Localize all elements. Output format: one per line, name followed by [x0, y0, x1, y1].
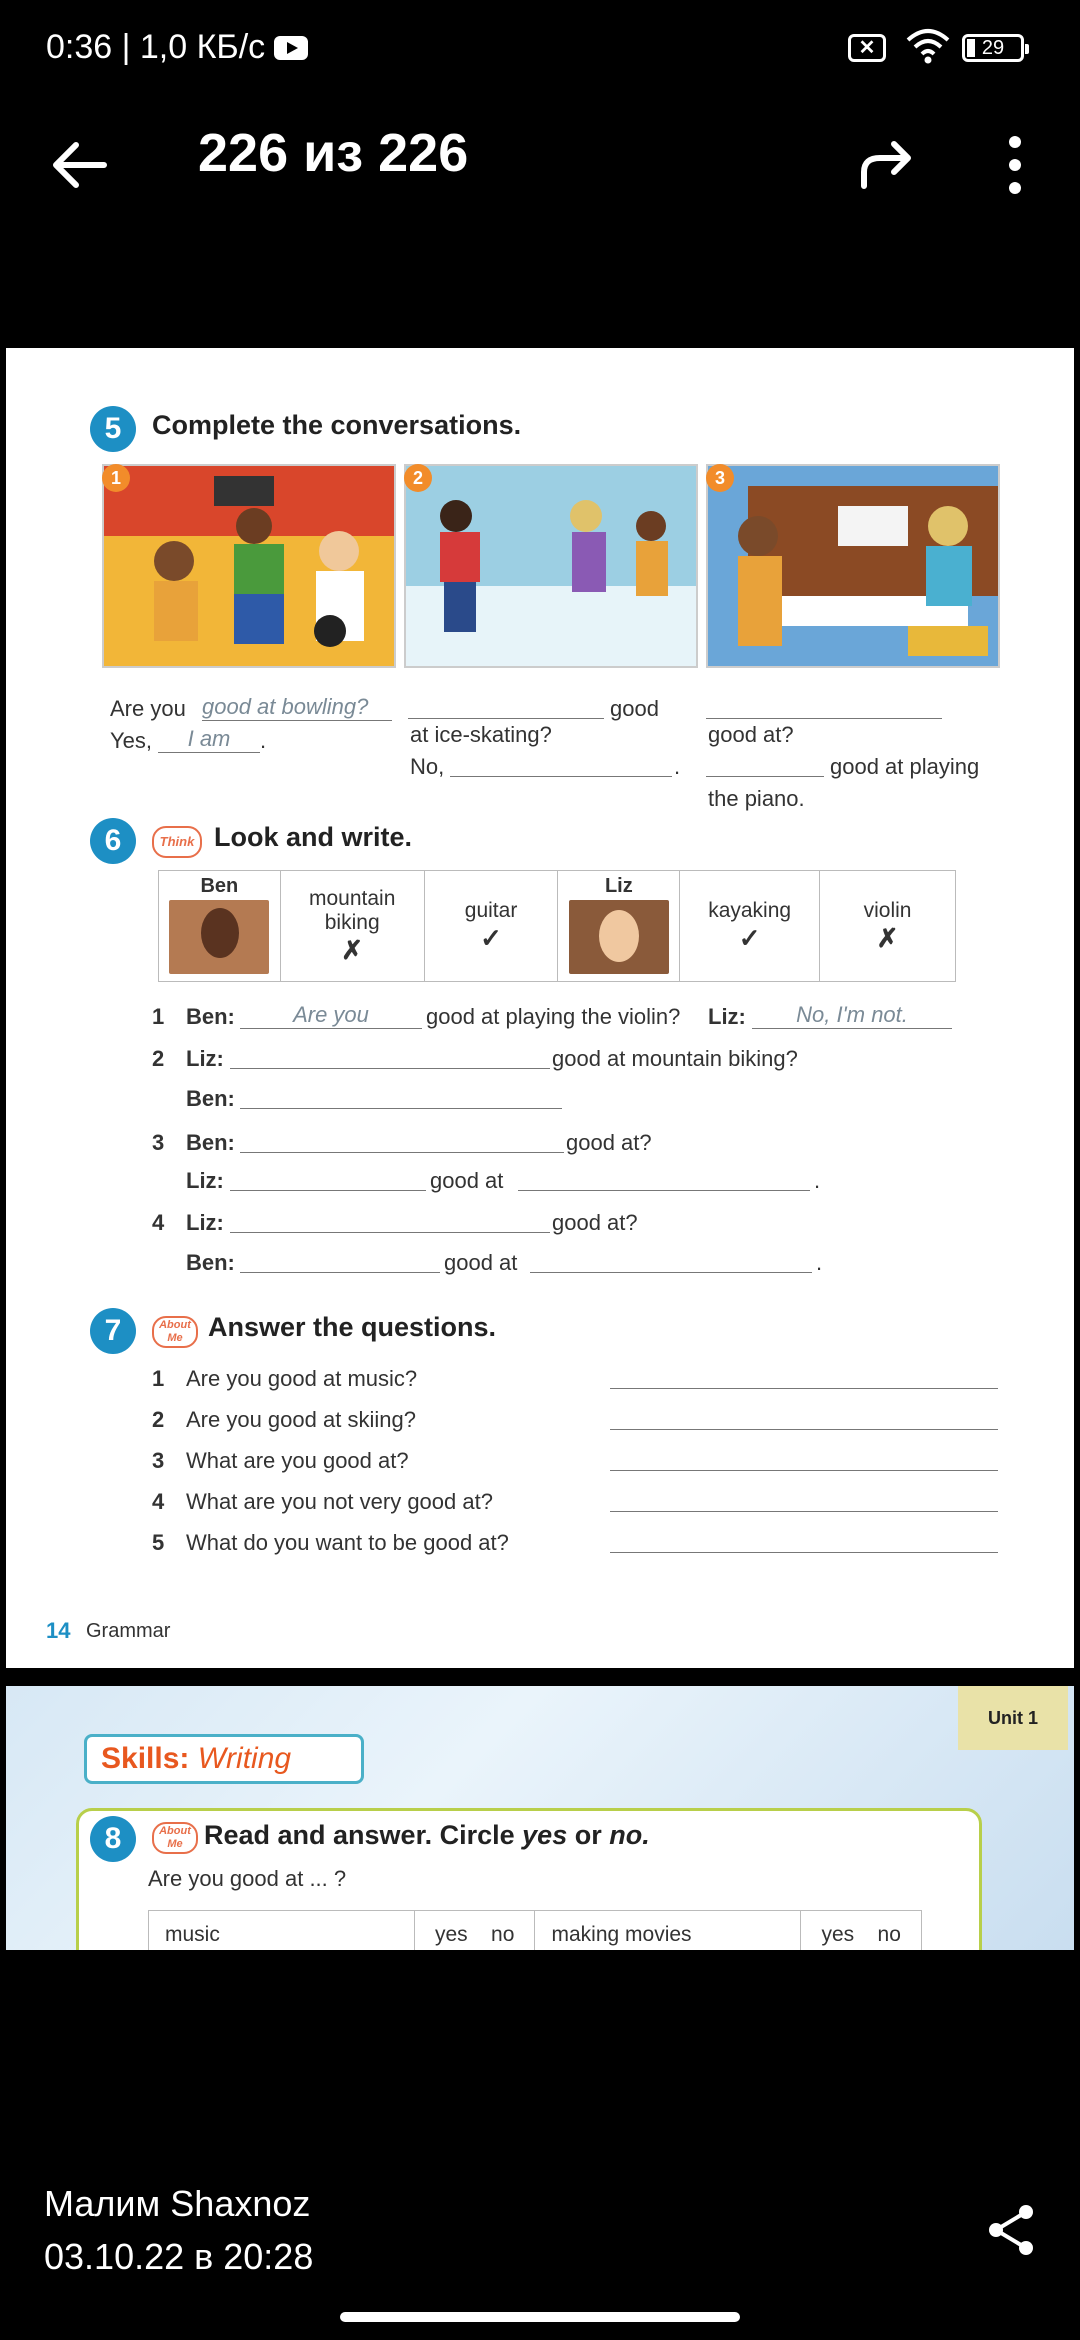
ex8-yes-no[interactable]	[801, 1911, 922, 1951]
item3-reply-blank[interactable]	[230, 1190, 426, 1191]
ex8-table	[148, 1910, 922, 1950]
piano-picture	[706, 464, 1000, 668]
question-row	[152, 1530, 1012, 1571]
conv1-end: .	[260, 728, 267, 753]
ice-skating-picture	[404, 464, 698, 668]
question-text: What do you want to be good at?	[186, 1530, 509, 1555]
ex8-item: music	[149, 1911, 415, 1951]
liz-cell	[558, 871, 680, 982]
item4-text: good at?	[552, 1210, 638, 1235]
likes-table	[158, 870, 956, 982]
item4-reply-blank[interactable]	[240, 1272, 440, 1273]
conv3-good-at: good at?	[708, 722, 794, 747]
question-text: What are you not very good at?	[186, 1489, 493, 1514]
question-number: 4	[152, 1489, 165, 1514]
item-speaker: Ben:	[186, 1250, 235, 1275]
check-mark: ✓	[480, 922, 502, 953]
liz-label: Liz	[604, 874, 633, 897]
item3-reply-blank-2[interactable]	[518, 1190, 810, 1191]
exercise-number: 7	[90, 1308, 136, 1354]
dot-icon	[1009, 136, 1021, 148]
item1-text: good at playing the violin?	[426, 1004, 681, 1029]
conv2-blank[interactable]	[408, 718, 604, 719]
item-speaker: Ben:	[186, 1004, 235, 1029]
guitar-cell	[424, 871, 558, 982]
more-menu-button[interactable]	[1000, 130, 1030, 200]
think-badge: Think	[152, 826, 202, 858]
item4-reply-blank-2[interactable]	[530, 1272, 812, 1273]
violin-cell	[820, 871, 956, 982]
conv1-yes: Yes,	[110, 728, 153, 753]
sender-name: Малим Shaxnoz	[44, 2183, 311, 2224]
yes-option[interactable]: yes	[435, 1923, 468, 1946]
item3-text2: good at	[430, 1168, 504, 1193]
answer-blank[interactable]	[610, 1552, 998, 1553]
biking-label: biking	[324, 910, 380, 934]
forward-icon[interactable]	[850, 130, 920, 200]
no-option[interactable]: no	[877, 1923, 901, 1946]
conv2-at: at ice-skating?	[410, 722, 552, 747]
ben-photo	[169, 900, 269, 974]
dot-icon	[1009, 159, 1021, 171]
mountain-biking-cell	[280, 871, 424, 982]
answer-blank[interactable]	[610, 1511, 998, 1512]
no-sim-icon: ✕	[848, 34, 886, 62]
status-time: 0:36 | 1,0 КБ/с	[46, 28, 266, 66]
skills-label: Skills:	[101, 1742, 190, 1775]
item-speaker: Liz:	[708, 1004, 746, 1029]
wifi-icon	[906, 28, 950, 64]
question-row	[152, 1448, 1012, 1489]
answer-blank[interactable]	[610, 1429, 998, 1430]
item2-blank[interactable]	[230, 1068, 550, 1069]
conv1-short-answer-filled: I am	[158, 726, 260, 753]
cross-mark: ✗	[341, 934, 364, 965]
ben-label: Ben	[200, 874, 239, 897]
ex8-yes: yes	[522, 1820, 568, 1850]
violin-label: violin	[863, 898, 912, 922]
item2-text: good at mountain biking?	[552, 1046, 798, 1071]
writing-label: Writing	[197, 1742, 292, 1775]
mountain-label: mountain	[309, 886, 396, 910]
item-speaker: Ben:	[186, 1086, 235, 1111]
item-speaker: Liz:	[186, 1168, 224, 1193]
item2-reply-blank[interactable]	[240, 1108, 562, 1109]
item1-answer-filled: Are you	[240, 1002, 422, 1029]
item4-text2: good at	[444, 1250, 518, 1275]
yes-option[interactable]: yes	[821, 1923, 855, 1946]
dot-icon	[1009, 182, 1021, 194]
conv2-answer-blank[interactable]	[450, 776, 672, 777]
exercise-title: Answer the questions.	[208, 1312, 497, 1342]
conv3-the-piano: the piano.	[708, 786, 805, 811]
item4-end: .	[816, 1250, 823, 1275]
page-counter-title: 226 из 226	[198, 123, 469, 183]
ex8-yes-no[interactable]	[414, 1911, 535, 1951]
item-speaker: Liz:	[186, 1046, 224, 1071]
liz-photo	[569, 900, 669, 974]
question-row	[152, 1407, 1012, 1448]
question-row	[152, 1489, 1012, 1530]
bowling-picture	[102, 464, 396, 668]
answer-blank[interactable]	[610, 1470, 998, 1471]
conv3-answer-blank[interactable]	[706, 776, 824, 777]
exercise-number: 8	[90, 1816, 136, 1862]
answer-blank[interactable]	[610, 1388, 998, 1389]
workbook-page[interactable]	[6, 348, 1074, 1668]
question-row	[152, 1366, 1012, 1407]
conv3-blank[interactable]	[706, 718, 942, 719]
conv3-good-at-playing: good at playing	[830, 754, 980, 779]
picture-number: 1	[102, 464, 130, 492]
item-speaker: Liz:	[186, 1210, 224, 1235]
picture-number: 3	[706, 464, 734, 492]
exercise-title: Complete the conversations.	[152, 410, 522, 440]
conv2-no: No,	[410, 754, 445, 779]
about-me-badge: About Me	[152, 1822, 198, 1854]
ex8-no: no.	[609, 1820, 650, 1850]
page-section: Grammar	[86, 1620, 171, 1642]
share-icon[interactable]	[982, 2200, 1042, 2260]
item-number: 1	[152, 1004, 165, 1029]
ben-cell	[159, 871, 281, 982]
about-me-badge: About Me	[152, 1316, 198, 1348]
conv2-end: .	[674, 754, 681, 779]
question-text: Are you good at skiing?	[186, 1407, 416, 1432]
check-mark: ✓	[738, 922, 761, 953]
home-indicator[interactable]	[340, 2312, 740, 2322]
ex8-item: making movies	[535, 1911, 801, 1951]
kayaking-cell	[680, 871, 820, 982]
back-arrow-icon[interactable]	[44, 130, 114, 200]
no-option[interactable]: no	[491, 1923, 515, 1946]
guitar-label: guitar	[464, 898, 518, 922]
question-number: 3	[152, 1448, 165, 1473]
question-number: 5	[152, 1530, 165, 1555]
exercise-title: Look and write.	[214, 822, 413, 852]
question-number: 2	[152, 1407, 165, 1432]
battery-icon	[962, 34, 1024, 62]
exercise-number: 6	[90, 818, 136, 864]
kayaking-label: kayaking	[708, 898, 792, 922]
item3-end: .	[814, 1168, 821, 1193]
battery-level: 29	[981, 37, 1005, 59]
cross-mark: ✗	[876, 922, 899, 953]
item3-blank[interactable]	[240, 1152, 564, 1153]
skills-writing-heading	[84, 1734, 364, 1784]
item-number: 2	[152, 1046, 165, 1071]
unit-label: Unit 1	[958, 1686, 1068, 1750]
question-text: Are you good at music?	[186, 1366, 418, 1391]
conv1-answer-filled: good at bowling?	[202, 694, 392, 721]
item4-blank[interactable]	[230, 1232, 550, 1233]
item-speaker: Ben:	[186, 1130, 235, 1155]
picture-number: 2	[404, 464, 432, 492]
page-number: 14	[46, 1618, 71, 1643]
question-number: 1	[152, 1366, 165, 1391]
item1-reply-filled: No, I'm not.	[752, 1002, 952, 1029]
exercise-8-title	[204, 1820, 650, 1851]
sent-date: 03.10.22 в 20:28	[44, 2236, 314, 2277]
youtube-icon	[274, 36, 308, 60]
item-number: 4	[152, 1210, 165, 1235]
conv2-good: good	[610, 696, 659, 721]
ex8-title-text: Read and answer. Circle	[204, 1820, 515, 1850]
ex8-or: or	[574, 1820, 602, 1850]
question-text: What are you good at?	[186, 1448, 409, 1473]
ex8-prompt: Are you good at ... ?	[148, 1866, 347, 1891]
status-bar	[0, 0, 1080, 100]
questions-list	[152, 1366, 1012, 1571]
item3-text: good at?	[566, 1130, 652, 1155]
workbook-next-page[interactable]	[6, 1686, 1074, 1950]
item-number: 3	[152, 1130, 165, 1155]
conv1-question-prefix: Are you	[110, 696, 186, 721]
exercise-number: 5	[90, 406, 136, 452]
